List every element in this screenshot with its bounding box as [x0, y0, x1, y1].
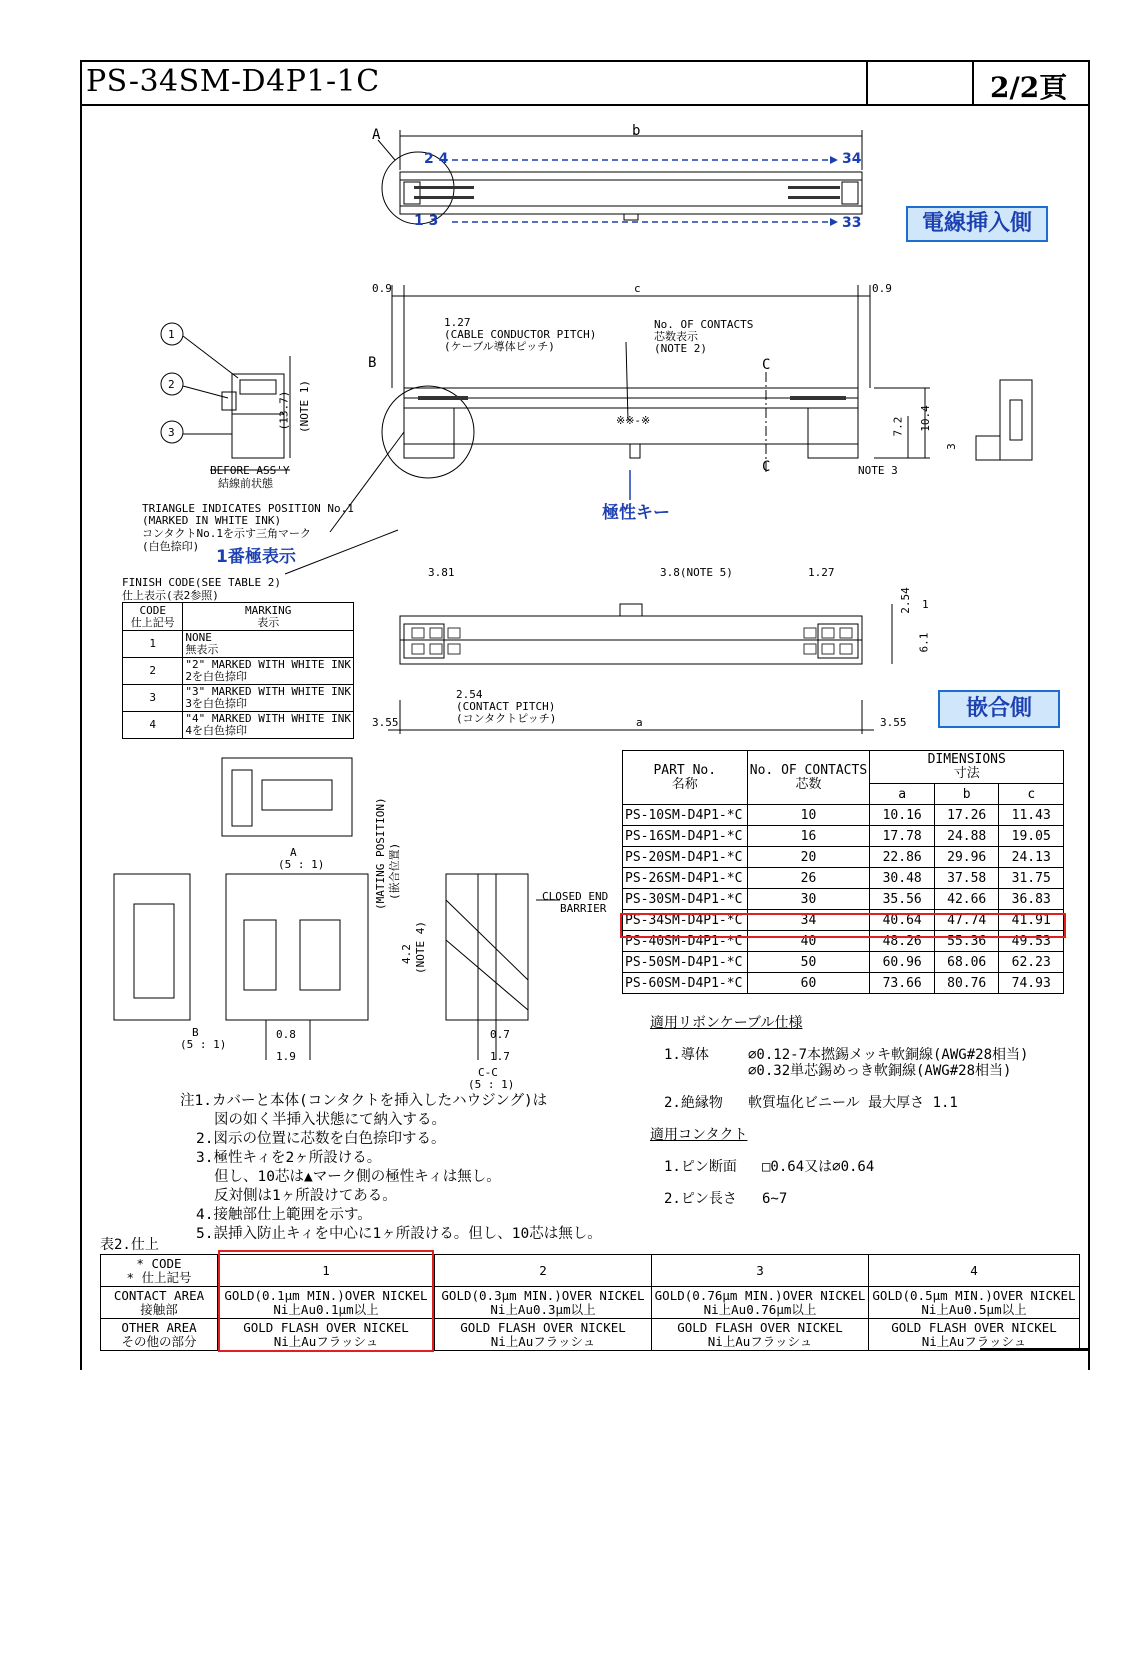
contact-spec-1-label: 1.ピン断面	[664, 1159, 737, 1175]
highlight-code-1	[218, 1250, 434, 1352]
note-5: 5.誤挿入防止キィを中心に1ヶ所設ける。但し、10芯は無し。	[196, 1226, 602, 1242]
table-row: 3 "3" MARKED WITH WHITE INK 3を白色捺印	[123, 685, 354, 712]
dim-6-1: 6.1	[917, 632, 931, 653]
table-row: PS-60SM-D4P1-*C 60 73.66 80.76 74.93	[623, 973, 1064, 994]
pitch-value: 1.27	[444, 316, 471, 329]
dim-3-81: 3.81	[428, 566, 455, 579]
note3-label: NOTE 3	[858, 464, 898, 477]
note-4: 4.接触部仕上範囲を示す。	[196, 1207, 372, 1223]
table-row: PS-26SM-D4P1-*C 26 30.48 37.58 31.75	[623, 868, 1064, 889]
contact-spec-title: 適用コンタクト	[650, 1127, 748, 1143]
wire-insertion-side-tag: 電線挿入側	[906, 206, 1048, 242]
note1-ref: (NOTE 1)	[297, 380, 311, 433]
contact-spec-2-label: 2.ピン長さ	[664, 1191, 737, 1207]
table-row: PS-10SM-D4P1-*C 10 10.16 17.26 11.43	[623, 805, 1064, 826]
contact-spec-2-value: 6~7	[762, 1191, 788, 1207]
table2-caption: 表2.仕上	[100, 1237, 159, 1253]
table-row: CONTACT AREA 接触部 GOLD(0.1μm MIN.)OVER NICKEL Ni上Au0.1μm以上 GOLD(0.3μm MIN.)OVER NICKEL Ni上Au0.3μm以上 GOLD(0.76μm MIN.)OVER NICKEL Ni上Au0.76μm以上 GOLD(0.5μm MIN.)OVER NICKEL Ni上Au0.5μm以上	[101, 1287, 1080, 1319]
dim-13-7: (13.7)	[277, 390, 291, 431]
before-assy-jp: 結線前状態	[218, 477, 273, 490]
detail-b-scale: (5 : 1)	[180, 1038, 227, 1051]
detail-a-label: A	[290, 846, 297, 859]
dim-1-9: 1.9	[276, 1050, 296, 1063]
dim-a: a	[636, 716, 643, 729]
dim-3-55-right: 3.55	[880, 716, 907, 729]
note4-ref: (NOTE 4)	[414, 921, 427, 974]
dimensions-table: PART No. 名称 No. OF CONTACTS 芯数 DIMENSIONS 寸法 a b c PS-10SM-D4P1-*C 10 10.16 17.26 11.43 PS-16SM-D4P1-*C 16 17.78 24.88 19.05 PS-20SM-D4P1-*C 20 22.86 29.96 24.13 PS-26SM-D4P1-*C 26 30.48 37.58 31.75 PS-30SM-D4P1-*C 30 35.56 42.66 36.83 PS-34SM-D4P1-*C 34 40.64 47.74 41.91 PS-40SM-D4P1-*C 40 48.26 55.36 49.53 PS-50SM-D4P1-*C 50 60.96 68.06 62.23 PS-60SM-D4P1-*C 60 73.66 80.76 74.93	[622, 750, 1064, 994]
dim-3-55-left: 3.55	[372, 716, 399, 729]
dim-3-8: 3.8(NOTE 5)	[660, 566, 733, 579]
cable-spec-1-a: ∅0.12-7本撚錫メッキ軟銅線(AWG#28相当)	[748, 1047, 1029, 1063]
table-row: 2 "2" MARKED WITH WHITE INK 2を白色捺印	[123, 658, 354, 685]
closed-end-barrier-1: CLOSED END	[542, 890, 609, 903]
table-row: 4 "4" MARKED WITH WHITE INK 4を白色捺印	[123, 712, 354, 739]
page-number: 2/2頁	[990, 71, 1068, 104]
dim-4-2: 4.2	[400, 944, 413, 964]
contact-pitch-en: (CONTACT PITCH)	[456, 700, 556, 713]
table-row: 1 NONE 無表示	[123, 631, 354, 658]
table-row: PS-50SM-D4P1-*C 50 60.96 68.06 62.23	[623, 952, 1064, 973]
table-row: PS-40SM-D4P1-*C 40 48.26 55.36 49.53	[623, 931, 1064, 952]
dim-1-7: 1.7	[490, 1050, 510, 1063]
finish-code-table: CODE 仕上記号 MARKING 表示 1 NONE 無表示 2 "2" MARKED WITH WHITE INK 2を白色捺印 3 "3" MARKED WITH WHITE INK 3を白色捺印 4 "4" MARKED WITH WHITE INK 4を白色捺印	[122, 602, 354, 739]
label-b-detail: B	[368, 355, 377, 371]
cable-spec-2-value: 軟質塩化ビニール 最大厚さ 1.1	[748, 1095, 958, 1111]
callout-3: 3	[168, 426, 175, 439]
dim-c: c	[634, 282, 641, 295]
contact-pitch-value: 2.54	[456, 688, 483, 701]
highlight-row-34	[620, 913, 1066, 938]
pin1-indicator-tag: 1番極表示	[216, 547, 296, 567]
contact-pitch-jp: (コンタクトピッチ)	[456, 712, 557, 725]
label-c-top: C	[762, 357, 771, 373]
polarity-key-tag: 極性キー	[602, 503, 670, 523]
contacts-note: (NOTE 2)	[654, 342, 707, 355]
cable-spec-title: 適用リボンケーブル仕様	[650, 1015, 803, 1031]
pin-top-left: 2 4	[424, 151, 449, 167]
triangle-note-1: TRIANGLE INDICATES POSITION No.1	[142, 502, 354, 515]
detail-b-label: B	[192, 1026, 199, 1039]
finish-code-title-jp: 仕上表示(表2参照)	[122, 589, 219, 602]
note-2: 2.図示の位置に芯数を白色捺印する。	[196, 1131, 446, 1147]
dim-10-4: 10.4	[918, 405, 932, 432]
finish-code-title-en: FINISH CODE(SEE TABLE 2)	[122, 576, 281, 589]
triangle-note-3: コンタクトNo.1を示す三角マーク	[142, 527, 312, 540]
dim-right: 0.9	[872, 282, 892, 295]
finish-table: * CODE * 仕上記号 1 2 3 4 CONTACT AREA 接触部 GOLD(0.1μm MIN.)OVER NICKEL Ni上Au0.1μm以上 GOLD(0.3μm MIN.)OVER NICKEL Ni上Au0.3μm以上 GOLD(0.76μm MIN.)OVER NICKEL Ni上Au0.76μm以上 GOLD(0.5μm MIN.)OVER NICKEL Ni上Au0.5μm以上 OTHER AREA その他の部分 GOLD FLASH OVER NICKEL Ni上Auフラッシュ GOLD FLASH OVER NICKEL Ni上Auフラッシュ GOLD FLASH OVER NICKEL Ni上Auフラッシュ GOLD FLASH OVER NICKEL Ni上Auフラッシュ	[100, 1254, 1080, 1351]
cable-spec-2-label: 2.絶縁物	[664, 1095, 723, 1111]
label-b-dim: b	[632, 123, 641, 139]
triangle-note-2: (MARKED IN WHITE INK)	[142, 514, 282, 527]
pin-bottom-left: 1 3	[414, 213, 439, 229]
table-row: PS-34SM-D4P1-*C 34 40.64 47.74 41.91	[623, 910, 1064, 931]
mating-position-en: (MATING POSITION)	[374, 797, 387, 910]
pitch-label-jp: (ケーブル導体ピッチ)	[444, 340, 555, 353]
section-cc-label: C-C	[478, 1066, 498, 1079]
dim-1-27: 1.27	[808, 566, 835, 579]
label-a: A	[372, 127, 381, 143]
contacts-label-jp: 芯数表示	[654, 330, 698, 343]
contact-spec-1-value: □0.64又は∅0.64	[762, 1159, 875, 1175]
pitch-label-en: (CABLE CONDUCTOR PITCH)	[444, 328, 597, 341]
dim-2-54: 2.54	[898, 587, 912, 614]
dim-3: 3	[944, 443, 958, 450]
note-3b: 但し、10芯は▲マーク側の極性キィは無し。	[214, 1169, 501, 1185]
detail-a-scale: (5 : 1)	[278, 858, 325, 871]
label-c-bottom: C	[762, 459, 771, 475]
note-1a: 注1.カバーと本体(コンタクトを挿入したハウジング)は	[180, 1093, 548, 1109]
triangle-note-4: (白色捺印)	[142, 540, 200, 553]
cable-spec-1-label: 1.導体	[664, 1047, 709, 1063]
dim-0-8: 0.8	[276, 1028, 296, 1041]
cable-spec-1-b: ∅0.32単芯錫めっき軟銅線(AWG#28相当)	[748, 1063, 1012, 1079]
callout-2: 2	[168, 378, 175, 391]
mating-position-jp: (嵌合位置)	[388, 842, 401, 900]
pin-bottom-right: 33	[842, 215, 862, 231]
table-row: PS-20SM-D4P1-*C 20 22.86 29.96 24.13	[623, 847, 1064, 868]
note-3c: 反対側は1ヶ所設けてある。	[214, 1188, 397, 1204]
before-assy-en: BEFORE ASS'Y	[210, 464, 290, 477]
section-cc-scale: (5 : 1)	[468, 1078, 515, 1091]
page-title: PS-34SM-D4P1-1C	[86, 64, 380, 99]
note-1b: 図の如く半挿入状態にて納入する。	[214, 1112, 446, 1128]
contact-marking: ※※-※	[616, 414, 651, 427]
dim-0-7: 0.7	[490, 1028, 510, 1041]
contacts-label-en: No. OF CONTACTS	[654, 318, 754, 331]
dim-1: 1	[922, 598, 929, 611]
callout-1: 1	[168, 328, 175, 341]
top-view-body	[400, 172, 862, 214]
pin-top-right: 34	[842, 151, 862, 167]
table-row: PS-16SM-D4P1-*C 16 17.78 24.88 19.05	[623, 826, 1064, 847]
dim-left: 0.9	[372, 282, 392, 295]
table-row: OTHER AREA その他の部分 GOLD FLASH OVER NICKEL Ni上Auフラッシュ GOLD FLASH OVER NICKEL Ni上Auフラッシュ GOLD FLASH OVER NICKEL Ni上Auフラッシュ GOLD FLASH OVER NICKEL Ni上Auフラッシュ	[101, 1319, 1080, 1351]
note-3a: 3.極性キィを2ヶ所設ける。	[196, 1150, 382, 1166]
closed-end-barrier-2: BARRIER	[560, 902, 607, 915]
table-row: PS-30SM-D4P1-*C 30 35.56 42.66 36.83	[623, 889, 1064, 910]
dim-7-2: 7.2	[891, 416, 905, 437]
mating-side-tag: 嵌合側	[938, 690, 1060, 728]
